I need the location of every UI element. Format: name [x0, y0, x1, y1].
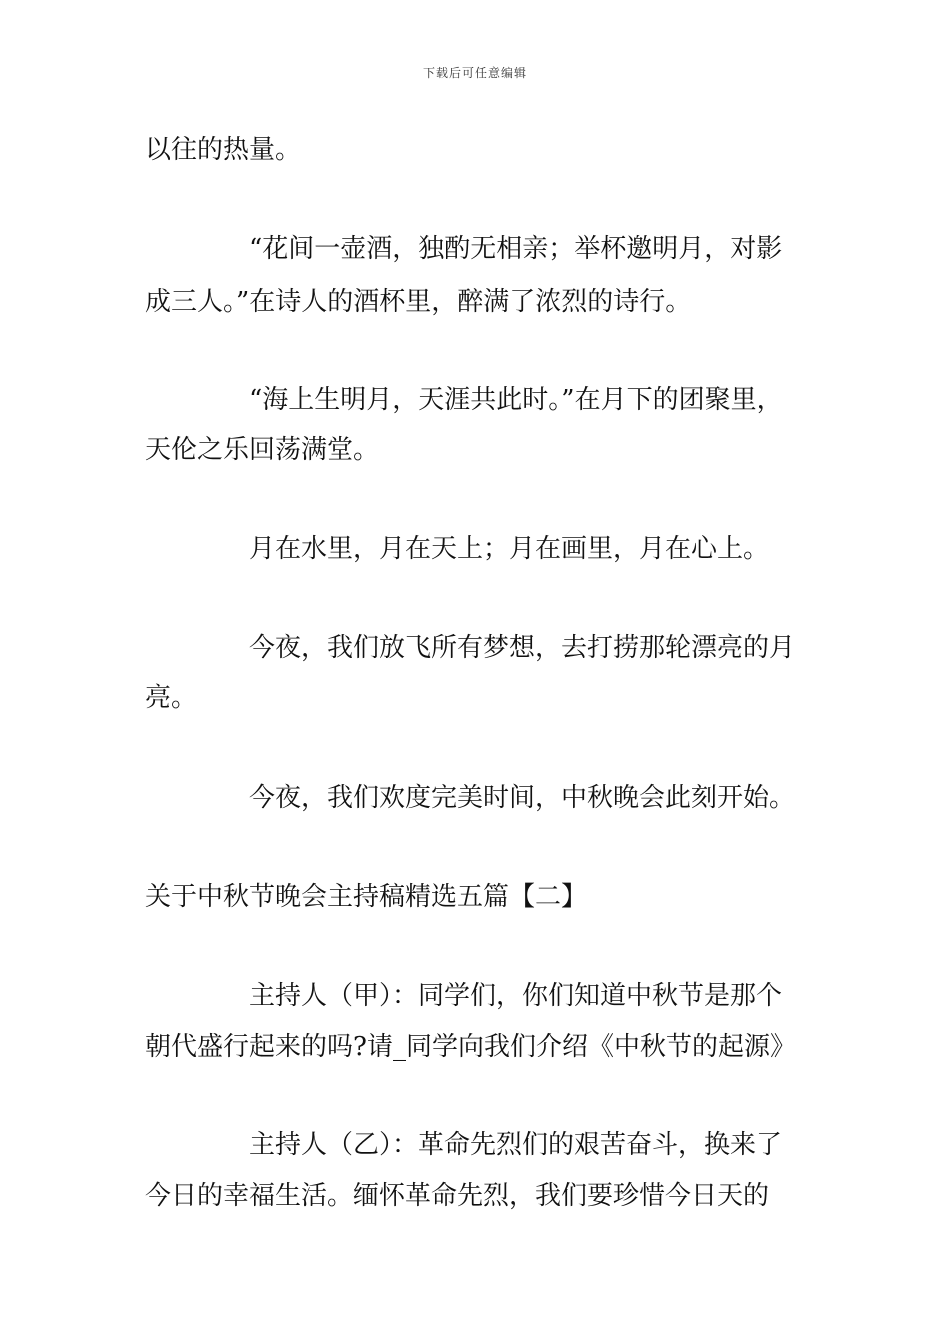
- paragraph-line: 亮。: [145, 683, 198, 713]
- paragraph-line: 天伦之乐回荡满堂。: [145, 435, 380, 465]
- paragraph-line: 月在水里，月在天上；月在画里，月在心上。: [145, 534, 770, 564]
- paragraph-line: 今夜，我们放飞所有梦想，去打捞那轮漂亮的月: [145, 633, 796, 663]
- paragraph-line: 以往的热量。: [145, 135, 302, 165]
- paragraph-line: “海上生明月，天涯共此时。”在月下的团聚里，: [145, 385, 783, 415]
- paragraph-line: 主持人（甲）：同学们，你们知道中秋节是那个: [145, 981, 783, 1011]
- paragraph-line: “花间一壶酒，独酌无相亲；举杯邀明月，对影: [145, 234, 783, 264]
- paragraph-line: 今夜，我们欢度完美时间，中秋晚会此刻开始。: [145, 783, 796, 813]
- section-heading: 关于中秋节晚会主持稿精选五篇【二】: [145, 882, 588, 912]
- paragraph-line: 今日的幸福生活。缅怀革命先烈，我们要珍惜今日天的: [145, 1181, 770, 1211]
- paragraph-line: 朝代盛行起来的吗?请_同学向我们介绍《中秋节的起源》: [145, 1032, 796, 1062]
- paragraph-line: 成三人。”在诗人的酒杯里，醉满了浓烈的诗行。: [145, 287, 692, 317]
- paragraph-line: 主持人（乙）：革命先烈们的艰苦奋斗，换来了: [145, 1130, 783, 1160]
- page-header: 下载后可任意编辑: [422, 66, 527, 80]
